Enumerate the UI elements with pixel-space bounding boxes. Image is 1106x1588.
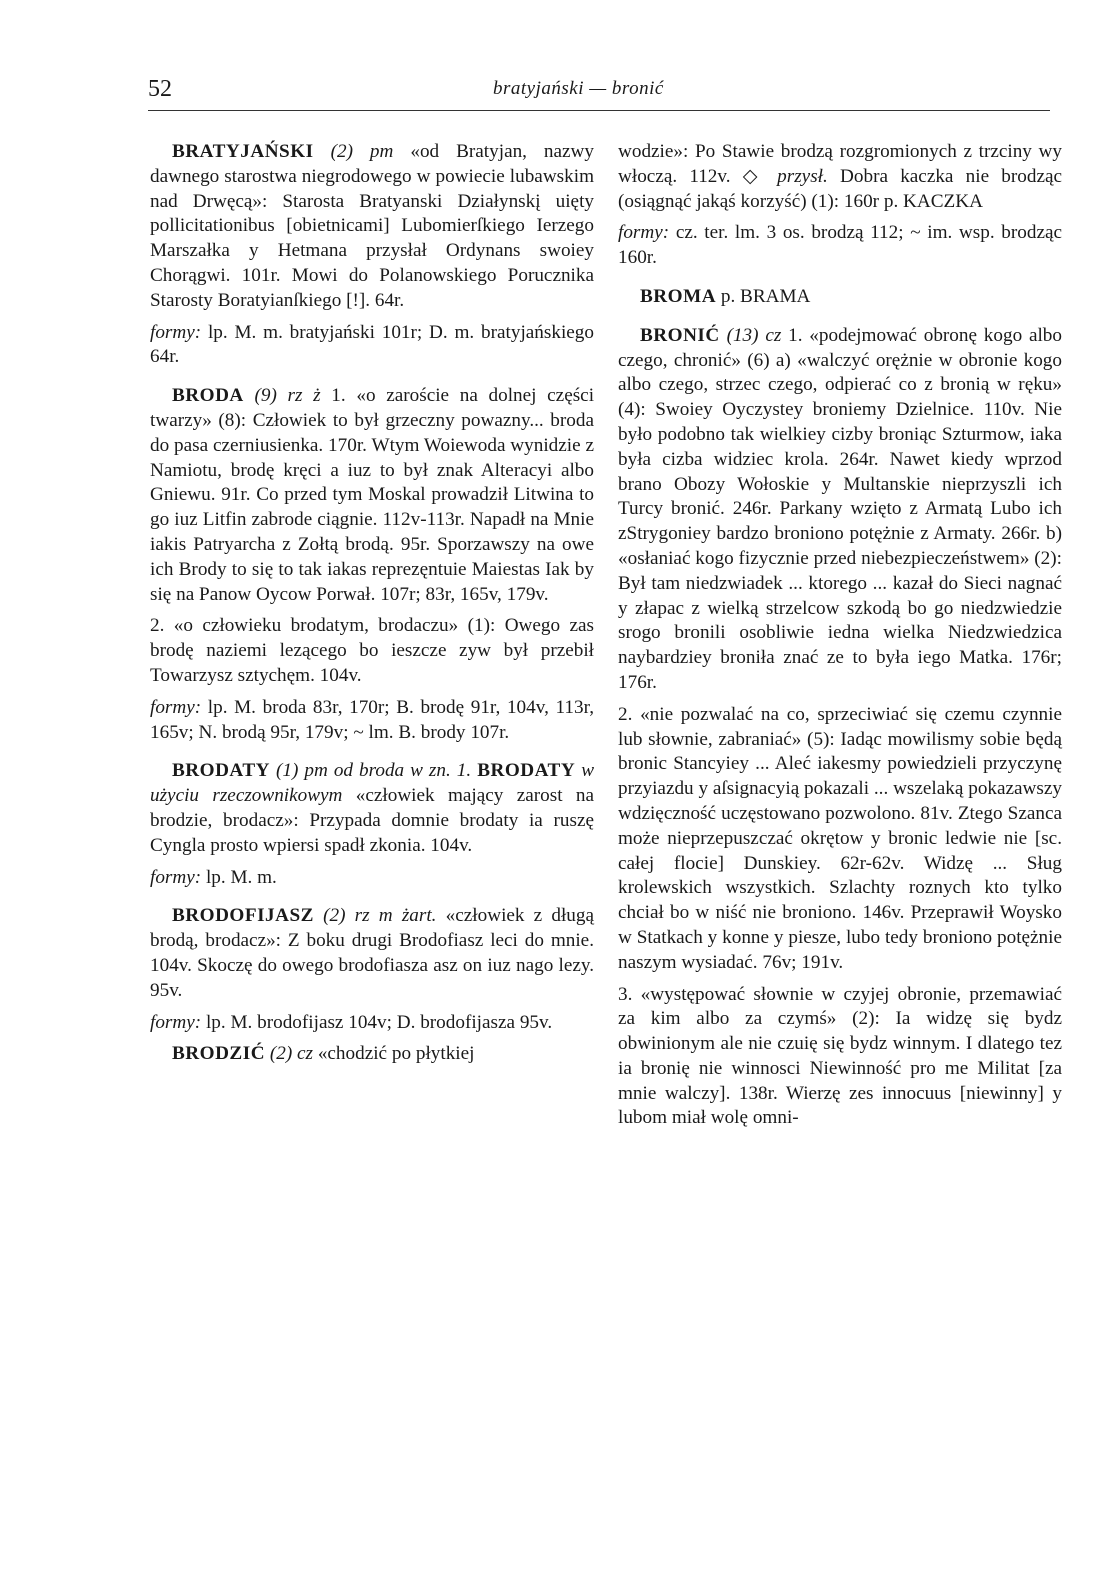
phrase-text: Dobra kaczka nie brodząc (osiągnąć jakąś korzyść) (1): 160r p. KACZKA	[618, 165, 1063, 212]
definition: «człowiek mający zarost na brodzie, brodacz»: Przypada domnie brodaty ia ruszę Cyngla prosto wpiersi spadł zkonia. 104v.	[150, 785, 594, 856]
entry-broma	[618, 285, 1062, 310]
formy-text: lp. M. m. bratyjański 101r; D. m. bratyjańskiego 64r.	[150, 321, 594, 368]
definition: «człowiek z długą brodą, brodacz»: Z boku drugi Brodofiasz leci do mnie. 104v. Skoczę do owego brodofiasza asz on iuz nago lezy. 95v.	[150, 905, 594, 1001]
left-column	[150, 140, 594, 1074]
formy-label: formy:	[150, 696, 202, 718]
formy-broda	[150, 696, 594, 746]
headword: BRODZIĆ	[172, 1043, 266, 1065]
formy-label: formy:	[618, 222, 670, 244]
formy-text: cz. ter. lm. 3 os. brodzą 112; ~ im. wsp. brodząc 160r.	[618, 222, 1063, 269]
continued-text: wodzie»: Po Stawie brodzą rozgromionych z trzciny wy włoczą. 112v.	[618, 141, 1062, 187]
phrase-marker: ◇ przysł.	[742, 165, 828, 187]
definition: «od Bratyjan, nazwy dawnego starostwa niegrodowego w powiecie lubawskim nad Drwęcą»: Starosta Bratyanski Działynskį uięty pollicitationibus [obietnicami] Lubomierſkiego Ierzego Marszałka y Hetmana przysłał Ordynans swoiey Chorągwi. 101r. Mowi do Polanowskiego Porucznika Starosty Boratyianſkiego [!]. 64r.	[150, 141, 595, 311]
subheadword: BRODATY	[477, 760, 576, 782]
grammar: (9) rz ż	[254, 385, 321, 407]
headword: BRONIĆ	[640, 324, 720, 346]
entry-bratyjanski	[150, 140, 594, 314]
definition: «chodzić po płytkiej	[317, 1043, 475, 1065]
cross-reference: p. BRAMA	[720, 285, 811, 307]
definition: 1. «o zaroście na dolnej części twarzy» (8): Człowiek to był grzeczny powazny... broda do pasa czerniusienka. 170r. Wtym Woiewoda wynidzie z Namiotu, brodę kręci a iuz to był znak Alteracyi albo Gniewu. 91r. Co przed tym Moskal prowadził Litwina to go iuz Litfin zabrode ciągnie. 112v-113r. Napadł na Mnie iakis Patryarcha z Zołtą brodą. 95r. Sporzawszy na owe ich Brody to się to tak iakas reprezęntuie Maiestas Iak by się na Panow Oycow Porwał. 107r; 83r, 165v, 179v.	[150, 385, 595, 605]
entry-brodofijasz	[150, 904, 594, 1003]
formy-label: formy:	[150, 866, 202, 888]
formy-brodaty	[150, 866, 594, 891]
headword: BRODA	[172, 385, 244, 407]
headword: BRATYJAŃSKI	[172, 141, 314, 162]
formy-brodofijasz	[150, 1011, 594, 1036]
right-column	[618, 140, 1062, 1138]
entry-bronic	[618, 324, 1062, 696]
entry-brodzic	[150, 1042, 594, 1067]
headword: BROMA	[640, 285, 717, 307]
formy-brodzic	[618, 221, 1062, 271]
grammar: (2) pm	[330, 141, 394, 162]
formy-text: lp. M. m.	[205, 866, 277, 888]
formy-text: lp. M. broda 83r, 170r; B. brodę 91r, 104v, 113r, 165v; N. brodą 95r, 179v; ~ lm. B. brody 107r.	[150, 696, 594, 743]
page-number: 52	[148, 76, 172, 102]
entry-broda	[150, 384, 594, 607]
headword: BRODOFIJASZ	[172, 905, 314, 927]
grammar: (2) cz	[269, 1043, 314, 1065]
grammar: (13) cz	[726, 324, 782, 346]
usage: w użyciu rzeczownikowym	[150, 760, 595, 807]
formy-text: lp. M. brodofijasz 104v; D. brodofijasza 95v.	[205, 1011, 553, 1033]
sense-bronic-3: 3. «występować słownie w czyjej obronie, przemawiać za kim albo za czymś» (2): Ia widzę się bydz obwinionym ale nie czuię się bydz winnym. I dlatego tez ia bronię nie winnosci Niewinność pro me Militat [za mnie walczy]. 138r. Wierzę zes innocuus [niewinny] y lubom miał wolę omni-	[618, 983, 1062, 1129]
entry-brodaty	[150, 759, 594, 858]
sense-1: 1. «podejmować obronę kogo albo czego, chronić» (6) a) «walczyć orężnie w obronie kogo albo czego, strzec czego, odpierać co z bronią w ręku» (4): Swoiey Oyczystey broniemy Dzielnice. 110v. Nie było podobno tak wielkiey cizby broniąc Szturmow, iaka była cizba widziec krola. 264r. Nawet kiedy wprzod brano Obozy Wołoskie y Multanskie nieprzyszli ich Turcy bronić. 246r. Parkany wzięto z Armatą Lubo ich zStrygoniey bardzo broniono potężnie z Armaty. 266r. b) «osłaniać kogo fizycznie przed niebezpieczeństwem» (2): Był tam niedzwiadek ... ktorego ... kazał do Sieci nagnać y złapac z wielką strzelcow szkodą bo go niedzwiedzie srogo bronili osobliwie iedna wielka Niedzwiedzica naybardziey broniła znać ze to była iego Matka. 176r; 176r.	[618, 324, 1062, 693]
sense-bronic-2: 2. «nie pozwalać na co, sprzeciwiać się czemu czynnie lub słownie, zabraniać» (5): Iadąc mowilismy sobie będą bronic Stancyiey ... Aleć iakesmy powiedzieli przyczynę przyiazdu y aſsignacyią pokazali ... wszelaką pokazawszy wdzięczność uczęstowano pozwolono. 81v. Ztego Szanca może nieprzepuszczać okrętow y bronic ledwie nie [sc. całej flocie] Dunskiey. 62r-62v. Widzę ... Sług krolewskich wszystkich. Szlachty roznych kto tylko chciał bo w niść nie broniono. 146v. Przeprawił Woysko w Statkach y konne y piesze, lubo tedy broniono potężnie naszym wysiadać. 76v; 191v.	[618, 703, 1062, 973]
formy-label: formy:	[150, 1011, 202, 1033]
header-rule	[148, 110, 1050, 111]
running-head: bratyjański — bronić	[493, 78, 664, 99]
grammar: (2) rz m żart.	[323, 905, 437, 927]
entry-brodzic-continued	[618, 140, 1062, 214]
grammar: (1) pm od broda w zn. 1.	[276, 760, 472, 782]
formy-label: formy:	[150, 321, 202, 343]
formy-bratyjanski	[150, 321, 594, 371]
sense-broda-2: 2. «o człowieku brodatym, brodaczu» (1): Owego zas brodę naziemi lezącego bo ieszcze zyw był przebił Towarzysz sztychęm. 104v.	[150, 615, 594, 686]
page-header	[148, 76, 1048, 106]
headword: BRODATY	[172, 760, 271, 782]
